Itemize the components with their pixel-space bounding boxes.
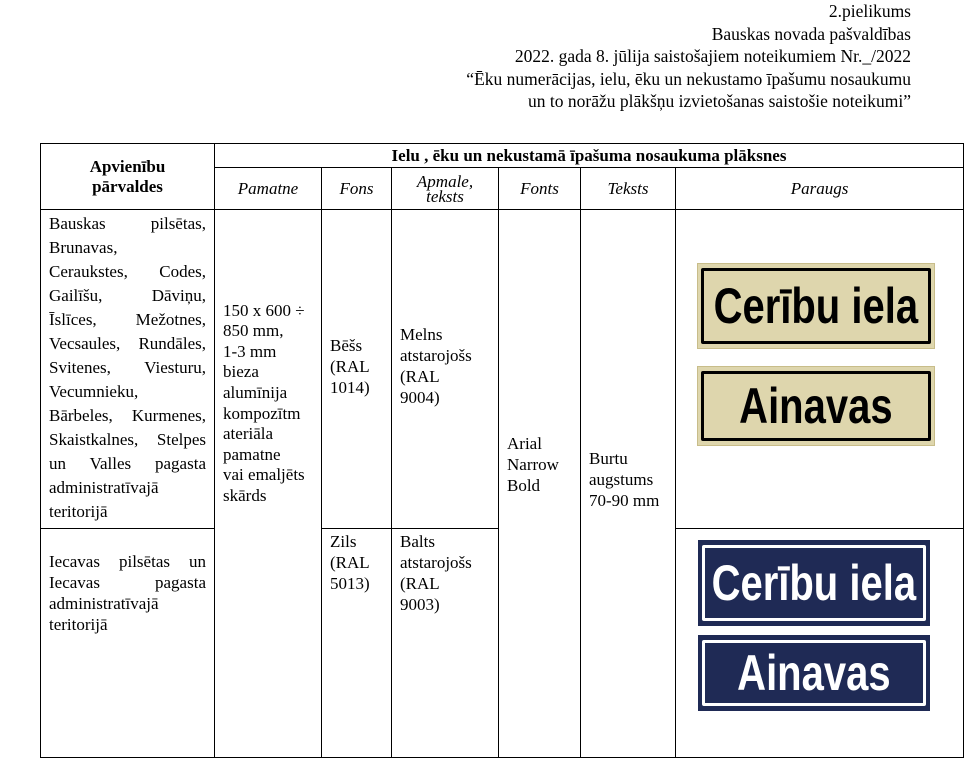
header-line-regulation: 2022. gada 8. jūlija saistošajiem noteikumiem Nr._/2022 — [514, 46, 911, 66]
pamatne-line: ateriāla — [223, 424, 274, 444]
header-teksts: Teksts — [581, 168, 676, 210]
sample-sign-blue-name — [698, 635, 930, 711]
pamatne-line: vai emaljēts — [223, 465, 305, 485]
header-admin-line-2: pārvaldes — [92, 176, 163, 196]
row2-apmale-line: 9003) — [400, 595, 440, 614]
row1-admin-line: Īslīces, Mežotnes, — [49, 310, 206, 329]
row1-admin-line: Skaistkalnes, Stelpes — [49, 430, 206, 449]
row1-admin-line: Bārbeles, Kurmenes, — [49, 406, 206, 425]
row2-fons-line: 5013) — [330, 574, 370, 593]
row1-admin — [41, 210, 215, 529]
row1-admin-line: Ceraukstes, Codes, — [49, 262, 206, 281]
sample-sign-text: Cerību iela — [711, 555, 917, 611]
row1-apmale-line: Melns — [400, 325, 443, 344]
row1-admin-line: un Valles pagasta — [49, 454, 206, 473]
row1-admin-line: Bauskas pilsētas, — [49, 214, 206, 233]
header-apmale — [392, 168, 499, 210]
header-pamatne: Pamatne — [215, 168, 322, 210]
row2-sample-cell — [676, 529, 964, 758]
sample-sign-blue-street — [698, 540, 930, 626]
row2-fons-line: (RAL — [330, 553, 370, 572]
row2-fons-line: Zils — [330, 532, 357, 551]
header-apmale-line-1: Apmale, — [416, 171, 474, 191]
row1-apmale-line: atstarojošs — [400, 346, 472, 365]
row2-apmale-cell — [392, 529, 499, 758]
row1-admin-line: Vecsaules, Rundāles, — [49, 334, 206, 353]
row1-apmale-cell — [392, 210, 499, 529]
pamatne-line: skārds — [223, 485, 267, 505]
row1-admin-line: Brunavas, — [49, 238, 118, 257]
row2-apmale-line: (RAL — [400, 574, 440, 593]
fonts-line: Bold — [507, 476, 541, 495]
sample-sign-text: Ainavas — [739, 378, 893, 434]
pamatne-line: bieza — [223, 362, 259, 382]
sample-sign-text: Cerību iela — [713, 278, 919, 334]
teksts-line: augstums — [589, 470, 654, 489]
row1-admin-line: administratīvajā — [49, 478, 159, 497]
row1-apmale-line: 9004) — [400, 388, 440, 407]
sample-sign-beige-name — [697, 366, 935, 446]
row1-apmale-line: (RAL — [400, 367, 440, 386]
sample-sign-beige-street — [697, 263, 935, 349]
header-line-annex: 2.pielikums — [828, 1, 911, 21]
fonts-line: Arial — [507, 434, 542, 453]
fonts-line: Narrow — [507, 455, 559, 474]
sample-sign-text: Ainavas — [737, 645, 891, 701]
row1-fons-cell — [322, 210, 392, 529]
teksts-line: Burtu — [589, 449, 628, 468]
row1-admin-line: Svitenes, Viesturu, — [49, 358, 206, 377]
header-fons: Fons — [322, 168, 392, 210]
pamatne-line: alumīnija — [223, 382, 288, 402]
header-apmale-line-2: teksts — [426, 186, 464, 206]
header-fonts: Fonts — [499, 168, 581, 210]
pamatne-line: kompozītm — [223, 403, 301, 423]
row2-admin-line: Iecavas pilsētas un — [49, 552, 206, 571]
fonts-cell — [499, 210, 581, 758]
row1-fons-line: 1014) — [330, 377, 370, 397]
row2-admin — [41, 529, 215, 758]
header-paraugs: Paraugs — [676, 168, 964, 210]
pamatne-line: 850 mm, — [223, 321, 284, 341]
header-admin — [41, 144, 215, 210]
pamatne-cell — [215, 210, 322, 758]
pamatne-line: 1-3 mm — [223, 341, 277, 361]
teksts-cell — [581, 210, 676, 758]
pamatne-line: pamatne — [223, 444, 281, 464]
row2-apmale-line: Balts — [400, 532, 435, 551]
header-line-title-1: “Ēku numerācijas, ielu, ēku un nekustamo īpašumu nosaukumu — [466, 68, 911, 89]
row2-admin-line: Iecavas pagasta — [49, 573, 206, 592]
header-group-title: Ielu , ēku un nekustamā īpašuma nosaukuma plāksnes — [215, 144, 964, 168]
header-admin-line-1: Apvienību — [89, 156, 166, 176]
header-line-municipality: Bauskas novada pašvaldības — [711, 23, 911, 44]
row2-admin-line: teritorijā — [49, 615, 108, 634]
sign-specification-table — [40, 143, 964, 758]
header-line-title-2: un to norāžu plākšņu izvietošanas saistošie noteikumi” — [528, 91, 911, 111]
document-header — [466, 0, 911, 113]
row1-sample-cell — [676, 210, 964, 529]
row1-admin-line: Vecumnieku, — [49, 382, 139, 401]
row2-apmale-line: atstarojošs — [400, 553, 472, 572]
teksts-line: 70-90 mm — [589, 491, 660, 510]
row1-fons-line: (RAL — [330, 356, 370, 376]
row1-admin-line: teritorijā — [49, 502, 108, 521]
row1-admin-line: Gailīšu, Dāviņu, — [49, 286, 206, 305]
pamatne-line: 150 x 600 ÷ — [223, 300, 305, 320]
row2-fons-cell — [322, 529, 392, 758]
row1-fons-line: Bēšs — [330, 335, 363, 355]
row2-admin-line: administratīvajā — [49, 594, 159, 613]
